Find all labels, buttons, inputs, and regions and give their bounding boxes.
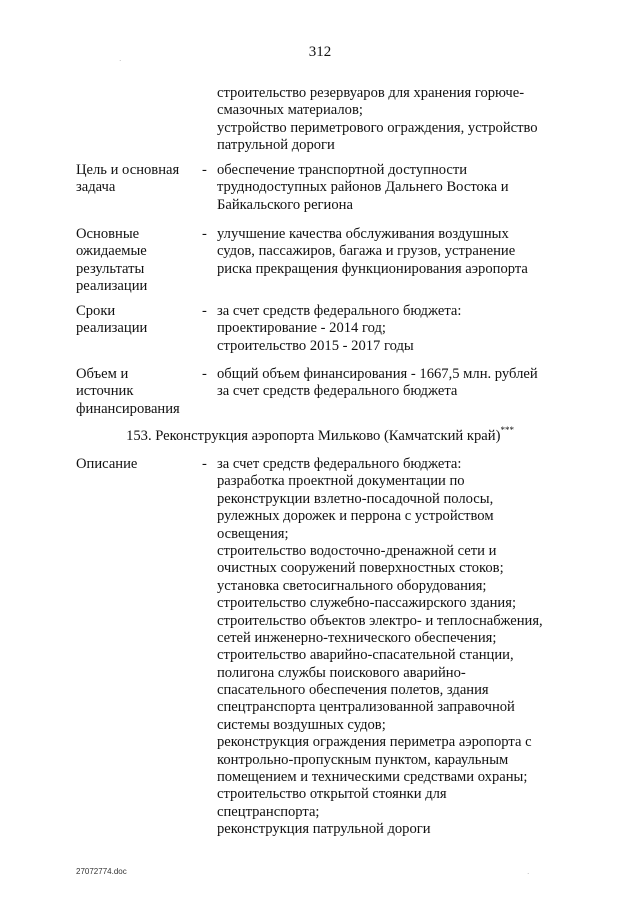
label-line: Цель и основная [76,162,180,178]
value-line: установка светосигнального оборудования; [217,577,487,594]
label-line: ожидаемые [76,243,147,260]
row-value [217,303,577,355]
row-dash: - [202,226,207,242]
label-line: Объем и [76,366,129,382]
section-heading-superscript: *** [500,425,514,435]
row-dash: - [202,456,207,472]
label-line: реализации [76,278,148,295]
footer-file-name: 27072774.doc [76,867,127,876]
continuation-text [217,85,577,155]
value-line: за счет средств федерального бюджета [217,383,458,400]
value-line: сетей инженерно-технического обеспечения; [217,629,497,646]
label-line: Сроки [76,303,116,319]
label-line: задача [76,179,116,196]
value-line: за счет средств федерального бюджета: [217,303,462,319]
row-label [76,226,196,296]
row-dash: - [202,162,207,178]
row-value [217,456,577,839]
label-line: финансирования [76,400,180,417]
value-line: освещения; [217,525,289,542]
value-line: риска прекращения функционирования аэропорта [217,260,528,277]
page-number: 312 [308,44,332,60]
value-line: реконструкция патрульной дороги [217,821,431,838]
value-line: системы воздушных судов; [217,716,386,733]
value-line: спецтранспорта; [217,803,320,820]
value-line: контрольно-пропускным пунктом, караульным [217,751,509,768]
label-line: источник [76,383,134,400]
continuation-line: смазочных материалов; [217,102,363,119]
value-line: обеспечение транспортной доступности [217,162,468,178]
label-line: результаты [76,260,145,277]
row-label [76,303,196,338]
value-line: строительство 2015 - 2017 годы [217,337,414,354]
value-line: разработка проектной документации по [217,473,465,490]
value-line: судов, пассажиров, багажа и грузов, устранение [217,243,516,260]
value-line: полигона службы поискового аварийно- [217,664,466,681]
label-line: Основные [76,226,140,242]
section-heading [0,425,640,445]
value-line: за счет средств федерального бюджета: [217,456,462,472]
row-value [217,366,577,401]
value-line: очистных сооружений поверхностных стоков; [217,560,504,577]
value-line: строительство водосточно-дренажной сети и [217,542,497,559]
value-line: проектирование - 2014 год; [217,320,386,337]
value-line: Байкальского региона [217,196,353,213]
value-line: спецтранспорта централизованной заправочной [217,699,515,716]
value-line: рулежных дорожек и перрона с устройством [217,508,494,525]
row-dash: - [202,366,207,382]
scan-speck: · [527,870,530,878]
row-dash: - [202,303,207,319]
value-line: улучшение качества обслуживания воздушных [217,226,509,242]
scan-speck: · [119,57,122,65]
value-line: труднодоступных районов Дальнего Востока и [217,179,509,196]
value-line: помещением и техническими средствами охраны; [217,769,528,786]
value-line: строительство объектов электро- и теплоснабжения, [217,612,543,629]
label-line: Описание [76,456,138,472]
value-line: реконструкция ограждения периметра аэропорта с [217,734,532,751]
row-label [76,366,196,418]
value-line: реконструкции взлетно-посадочной полосы, [217,490,494,507]
row-value [217,162,577,214]
continuation-line: строительство резервуаров для хранения горюче- [217,85,525,101]
row-label [76,456,196,473]
value-line: общий объем финансирования - 1667,5 млн. рублей [217,366,538,382]
continuation-line: патрульной дороги [217,137,335,154]
label-line: реализации [76,320,148,337]
value-line: строительство служебно-пассажирского здания; [217,595,517,612]
value-line: спасательного обеспечения полетов, здания [217,682,489,699]
value-line: строительство открытой стоянки для [217,786,447,803]
value-line: строительство аварийно-спасательной станции, [217,647,514,664]
section-heading-text: 153. Реконструкция аэропорта Мильково (Камчатский край) [126,428,501,444]
row-value [217,226,577,278]
continuation-line: устройство периметрового ограждения, устройство [217,119,538,136]
row-label [76,162,196,197]
